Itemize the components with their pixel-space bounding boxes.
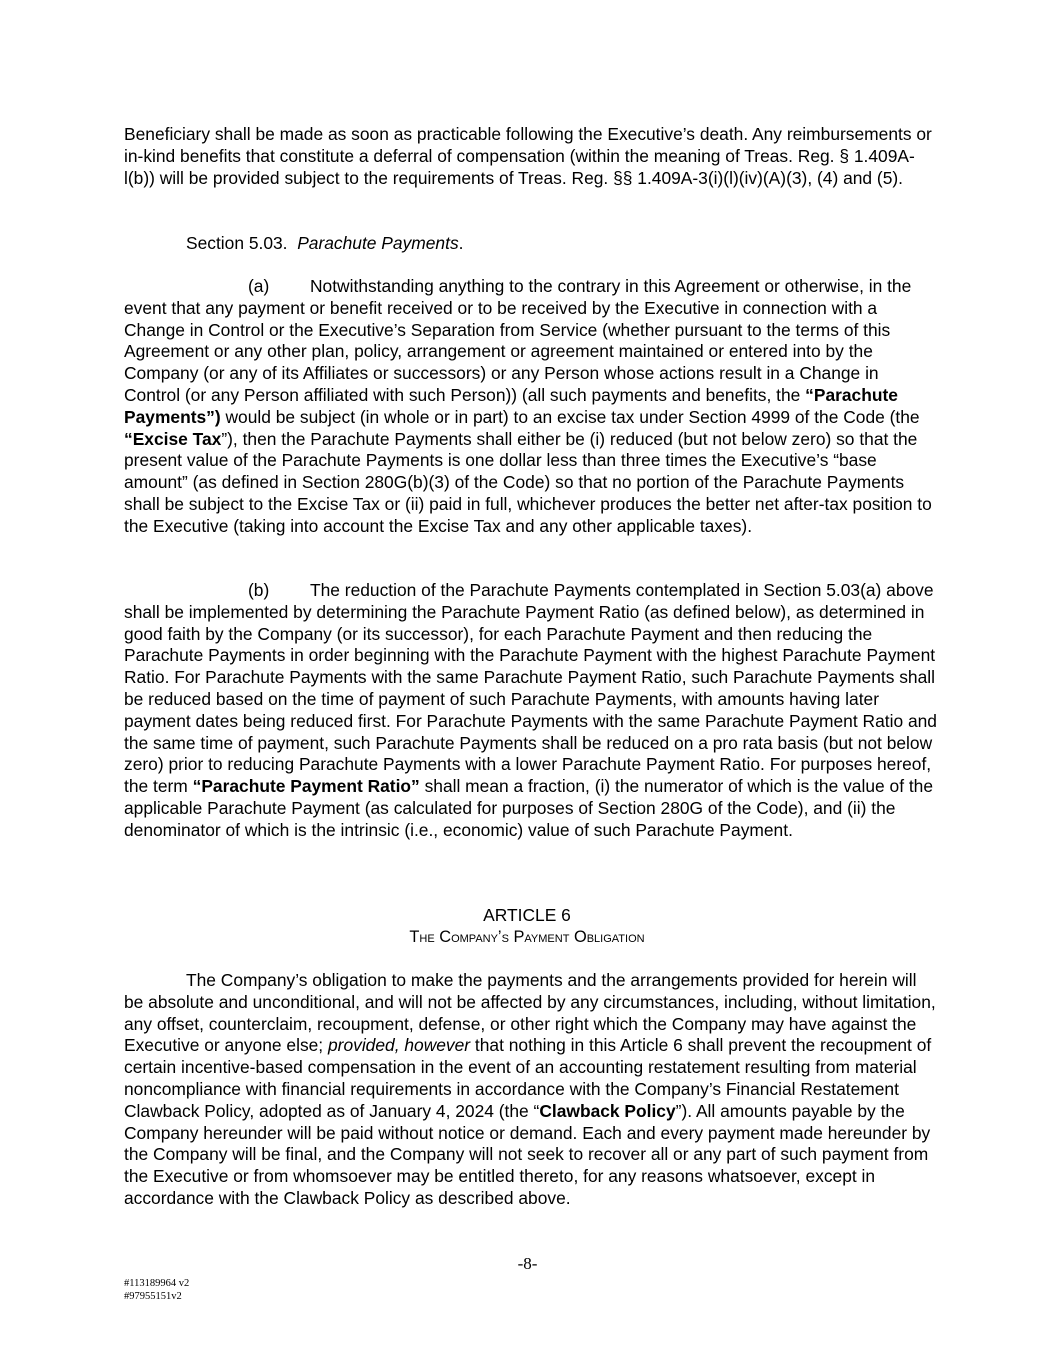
section-period: . (458, 233, 464, 253)
paragraph-text: that nothing in this Article 6 shall prevent the recoupment of certain incentive-based compensation in the event of an accounting restatement resulting from material noncompliance with financial requirements in accordance with the Company’s Financial Restatement Clawback Policy, adopted as of January 4, 2024 (the “ (124, 1035, 932, 1121)
paragraph-b (124, 580, 939, 842)
paragraph-text: would be subject (in whole or in part) to an excise tax under Section 4999 of the Code (the (220, 406, 920, 427)
defined-term-clawback-policy: Clawback Policy (539, 1100, 676, 1121)
paragraph-text: The reduction of the Parachute Payments contemplated in Section 5.03(a) above shall be implemented by determining the Parachute Payment Ratio (as defined below), as determined in good faith by the Company (or its successor), for each Parachute Payment and then reducing the Parachute Payments in order beginning with the Parachute Payment with the highest Parachute Payment Ratio. For Parachute Payments with the same Parachute Payment Ratio, such Parachute Payments shall be reduced based on the time of payment of such Parachute Payments, with amounts having later payment dates being reduced first. For Parachute Payments with the same Parachute Payment Ratio and the same time of payment, such Parachute Payments shall be reduced on a pro rata basis (but not below zero) prior to reducing Parachute Payments with a lower Parachute Payment Ratio. For purposes hereof, the term (124, 580, 937, 797)
paragraph-text: ”), then the Parachute Payments shall either be (i) reduced (but not below zero) so that the present value of the Parachute Payments is one dollar less than three times the Executive’s “base amount” (as defined in Section 280G(b)(3) of the Code) so that no portion of the Parachute Payments shall be subject to the Excise Tax or (ii) paid in full, whichever produces the better net after-tax position to the Executive (taking into account the Excise Tax and any other applicable taxes). (124, 428, 932, 536)
document-id-1: #113189964 v2 (124, 1278, 190, 1289)
defined-term-parachute-payment-ratio: “Parachute Payment Ratio” (192, 776, 420, 797)
paragraph-beneficiary (124, 124, 939, 189)
article-title: The Company’s Payment Obligation (409, 928, 645, 946)
clause-marker-b: (b) (248, 580, 270, 600)
document-id-2: #97955151v2 (124, 1291, 182, 1302)
defined-term-excise-tax: “Excise Tax (124, 428, 222, 449)
section-heading (124, 233, 939, 255)
section-number: Section 5.03. (186, 233, 288, 253)
defined-term-parachute-payments: “Parachute Payments”) (124, 384, 898, 427)
article-number: ARTICLE 6 (483, 905, 571, 925)
paragraph-text: Notwithstanding anything to the contrary in this Agreement or otherwise, in the event that any payment or benefit received or to be received by the Executive in connection with a Change in Control or the Executive’s Separation from Service (whether pursuant to the terms of this Agreement or any other plan, policy, arrangement or agreement maintained or entered into by the Company (or any of its Affiliates or successors) or any Person whose actions result in a Change in Control (or any Person affiliated with such Person)) (all such payments and benefits, the (124, 276, 912, 405)
paragraph-a (124, 276, 939, 538)
clause-marker-a: (a) (248, 276, 270, 296)
italic-proviso: provided, however (327, 1035, 471, 1056)
paragraph-payment-obligation (124, 970, 939, 1210)
paragraph-text: The Company’s obligation to make the payments and the arrangements provided for herein will be absolute and unconditional, and will not be affected by any circumstances, including, without limitation, any offset, counterclaim, recoupment, defense, or other right which the Company may have against the Executive or anyone else; (124, 970, 936, 1056)
paragraph-text: shall mean a fraction, (i) the numerator of which is the value of the applicable Parachute Payment (as calculated for purposes of Section 280G of the Code), and (ii) the denominator of which is the intrinsic (i.e., economic) value of such Parachute Payment. (124, 776, 934, 840)
page-number: -8- (517, 1254, 538, 1273)
section-title: Parachute Payments (297, 233, 459, 253)
paragraph-text: ”). All amounts payable by the Company hereunder will be paid without notice or demand. Each and every payment made hereunder by the Company will be final, and the Company will not seek to recover all or any part of such payment from the Executive or from whomsoever may be entitled thereto, for any reasons whatsoever, except in accordance with the Clawback Policy as described above. (124, 1100, 931, 1208)
paragraph-text: Beneficiary shall be made as soon as practicable following the Executive’s death. Any reimbursements or in-kind benefits that constitute a deferral of compensation (within the meaning of Treas. Reg. § 1.409A-l(b)) will be provided subject to the requirements of Treas. Reg. §§ 1.409A-3(i)(l)(iv)(A)(3), (4) and (5). (124, 124, 932, 188)
